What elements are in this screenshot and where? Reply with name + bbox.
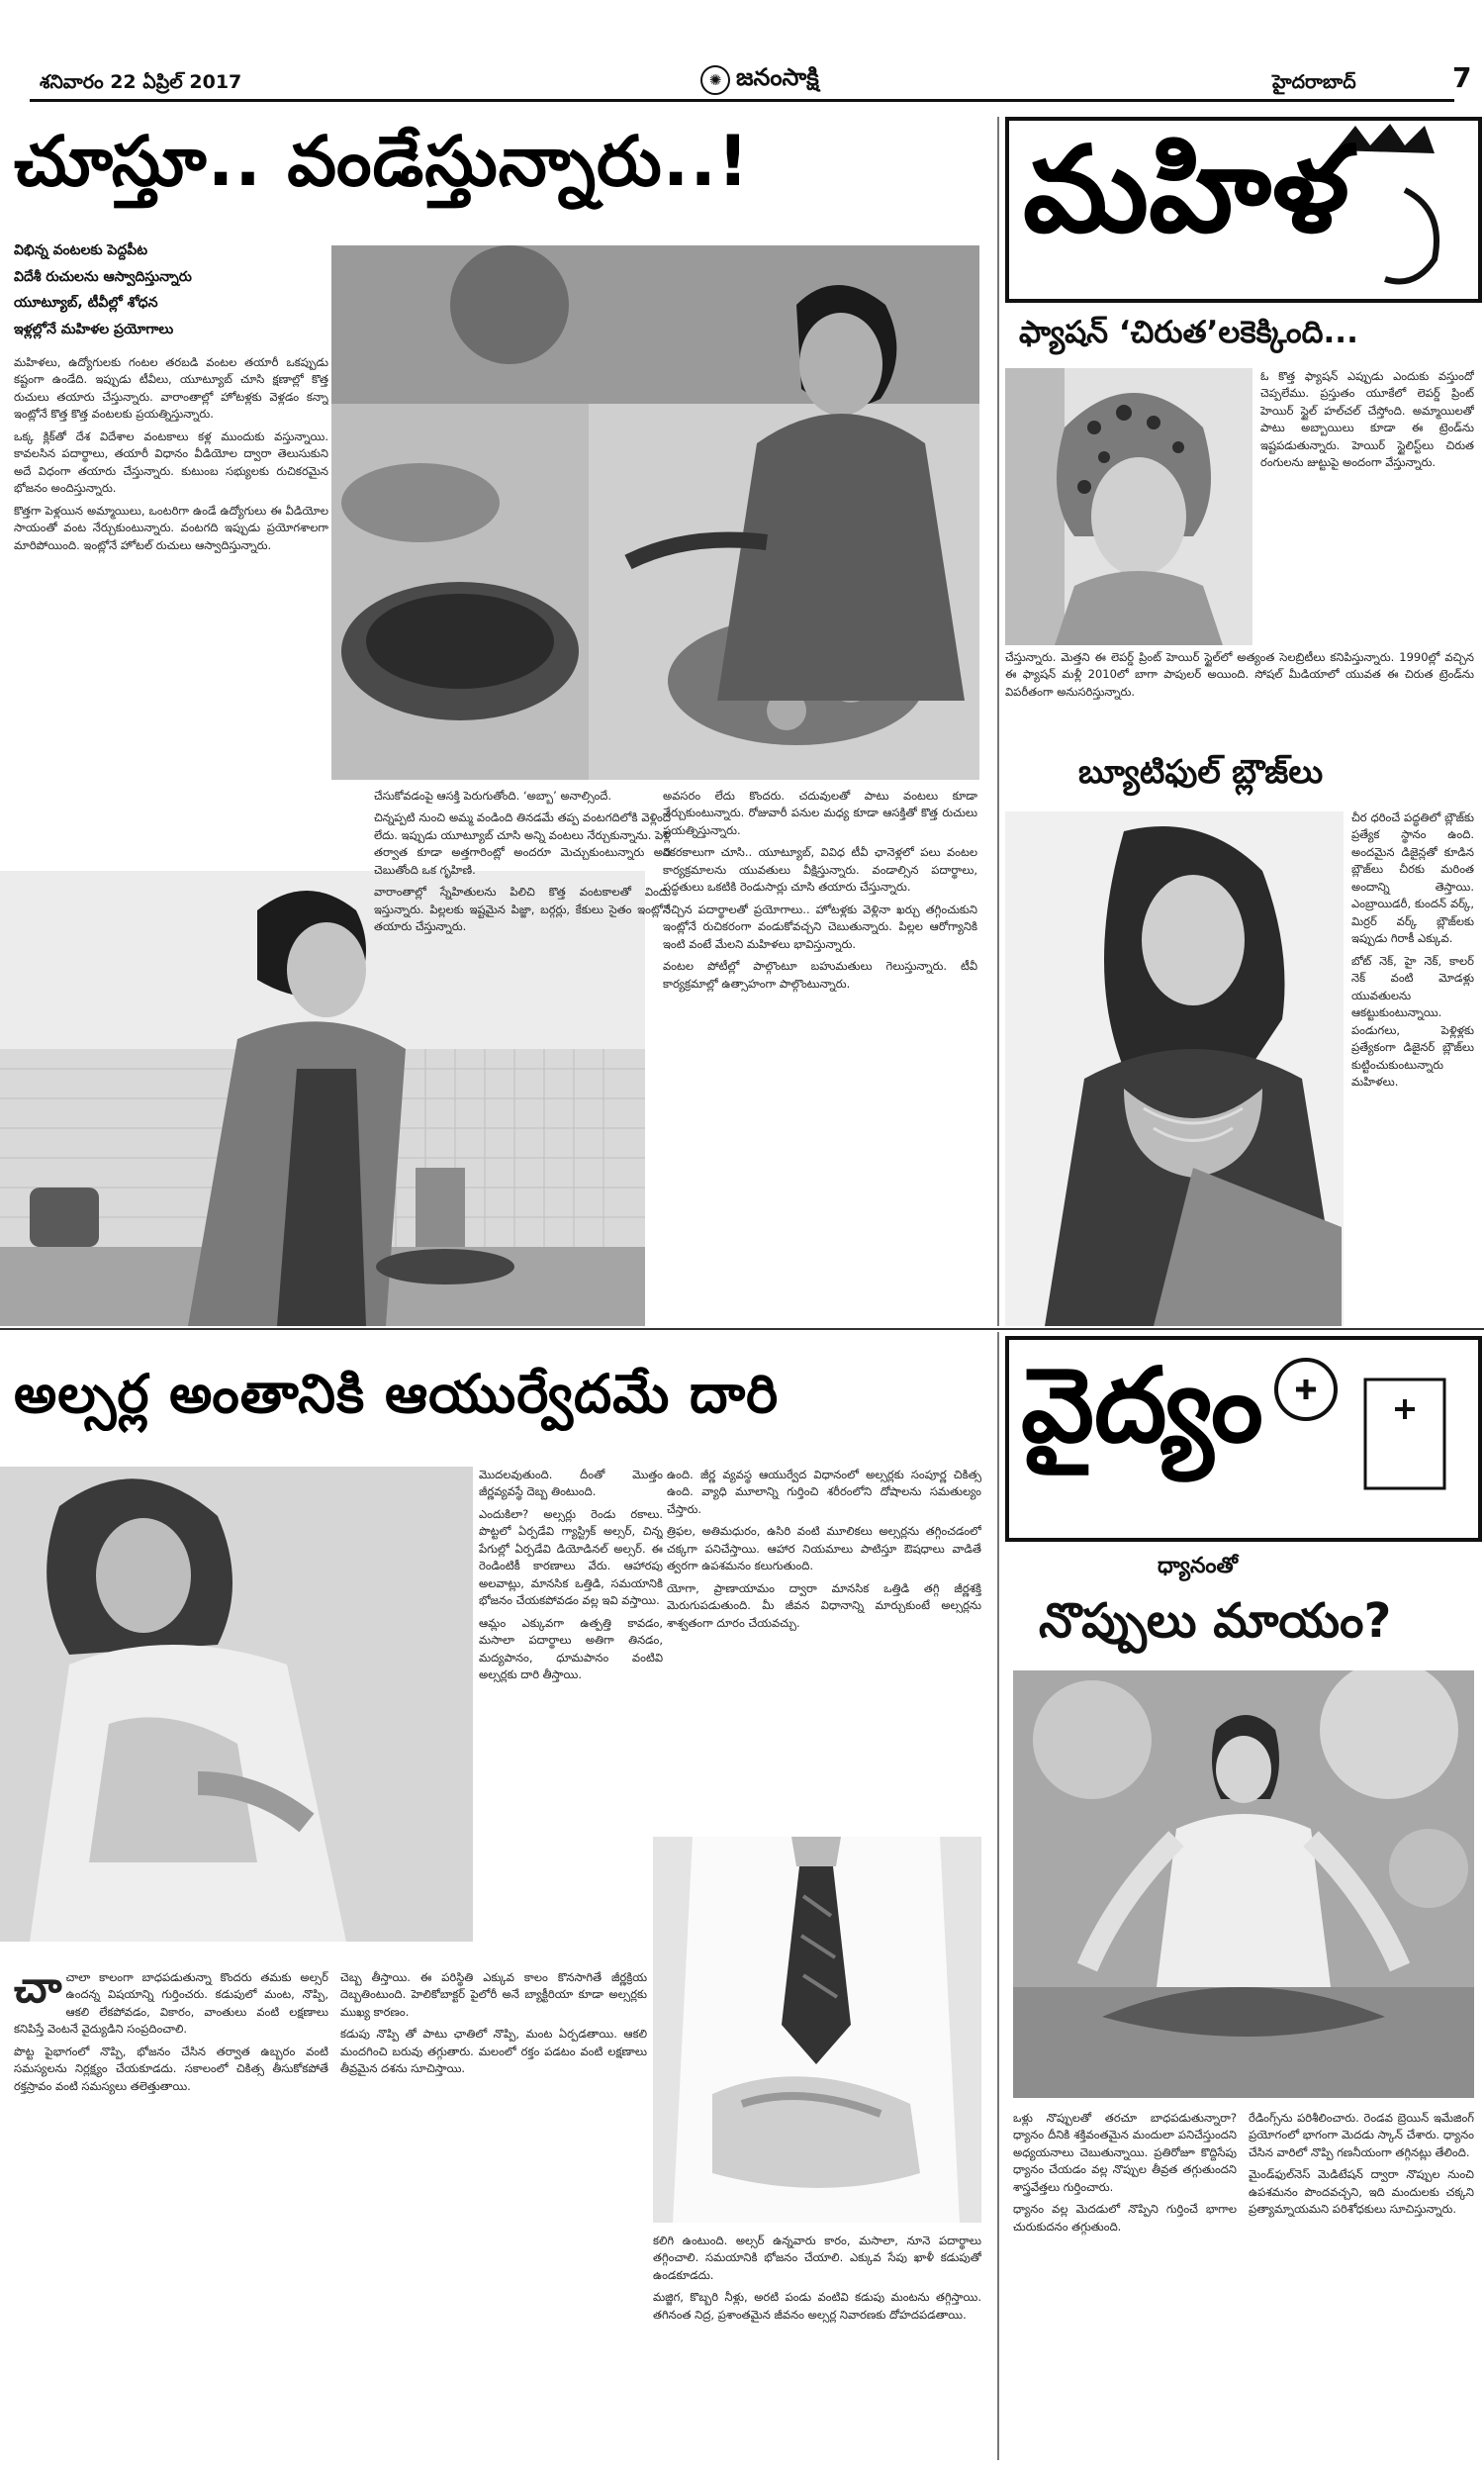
paragraph: ఎందుకిలా? అల్సర్లు రెండు రకాలు. పొట్టలో ఏర్పడేవి గ్యాస్ట్రిక్ అల్సర్, చిన్న పేగుల్లో ఏర్పడేవి డియోడినల్ అల్సర్. ఈ రెండింటికీ కారణాలు వేరు. ఆహారపు అలవాట్లు, మానసిక ఒత్తిడి, సమయానికి భోజనం చేయకపోవడం వల్ల ఇవి వస్తాయి.	[479, 1506, 663, 1608]
paper-logo-icon: ✺	[700, 65, 730, 95]
edition-city: హైదరాబాద్	[1272, 71, 1356, 93]
ayurveda-headline: అల్సర్ల అంతానికి ఆయుర్వేదమే దారి	[14, 1363, 780, 1425]
vaidyam-banner	[1005, 1336, 1482, 1542]
page-number: 7	[1452, 61, 1472, 94]
blouse-headline: బ్యూటిఫుల్ బ్లౌజ్‌లు	[1078, 752, 1324, 791]
ayurveda-bottom-col-2	[340, 1969, 647, 2454]
paragraph: చాలా కాలంగా బాధపడుతున్నా కొందరు తమకు అల్సర్ ఉందన్న విషయాన్ని గుర్తించరు. కడుపులో మంట, నొప్పి, ఆకలి లేకపోవడం, వికారం, వాంతులు వంటి లక్షణాలు కనిపిస్తే వెంటనే వైద్యుడిని సంప్రదించాలి.	[14, 1970, 328, 2037]
ayurveda-bottom-col-1	[14, 1969, 328, 2454]
paragraph: కలిగి ఉంటుంది. అల్సర్ ఉన్నవారు కారం, మసాలా, నూనె పదార్థాలు తగ్గించాలి. సమయానికి భోజనం చేయాలి. ఎక్కువ సేపు ఖాళీ కడుపుతో ఉండకూడదు.	[653, 2234, 981, 2282]
paper-name: జనంసాక్షి	[736, 63, 819, 91]
paragraph: మైండ్‌ఫుల్‌నెస్ మెడిటేషన్ ద్వారా నొప్పుల నుంచి ఉపశమనం పొందవచ్చని, ఇది మందులకు చక్కని ప్రత్యామ్నాయమని పరిశోధకులు సూచిస్తున్నారు.	[1249, 2167, 1474, 2217]
paragraph: చిన్నప్పటి నుంచి అమ్మ వండింది తినడమే తప్ప వంటగదిలోకి వెళ్లిందే లేదు. ఇప్పుడు యూట్యూబ్ చూసి అన్ని వంటలు నేర్చుకున్నాను. పెళ్లి తర్వాత కూడా అత్తగారింట్లో అందరూ మెచ్చుకుంటున్నారు అని చెబుతోంది ఒక గృహిణి.	[374, 810, 671, 877]
cooking-body-col3	[663, 788, 977, 1322]
paragraph: ఒళ్లు నొప్పులతో తరచూ బాధపడుతున్నారా? ధ్యానం దీనికి శక్తివంతమైన మందులా పనిచేస్తుందని అధ్యయనాలు చెబుతున్నాయి. ప్రతిరోజూ కొద్దిసేపు ధ్యానం చేయడం వల్ల నొప్పుల తీవ్రత తగ్గుతుందని శాస్త్రవేత్తలు గుర్తించారు.	[1013, 2111, 1237, 2194]
meditation-body-col-a	[1013, 2110, 1237, 2458]
issue-date: శనివారం 22 ఏప్రిల్ 2017	[40, 71, 242, 93]
meditation-photo-woman	[1013, 1670, 1474, 2098]
section-divider	[0, 1328, 1484, 1330]
drop-cap: చా	[14, 1969, 62, 2013]
paragraph: చేసుకోవడంపై ఆసక్తి పెరుగుతోంది. ‘అబ్బా’ అనాల్సిందే.	[374, 789, 612, 803]
paragraph: మొదలవుతుంది. దీంతో మొత్తం జీర్ణవ్యవస్థే దెబ్బ తింటుంది.	[479, 1468, 663, 1499]
fashion-photo-leopard-hair	[1005, 368, 1252, 645]
kicker-line: విభిన్న వంటలకు పెద్దపీట	[14, 242, 148, 258]
photo-illustration	[331, 245, 979, 780]
mahila-banner-title: మహిళ	[1023, 120, 1349, 259]
cooking-body-col1	[14, 354, 328, 829]
paragraph: రకరకాలుగా చూసి.. యూట్యూబ్, వివిధ టీవీ ఛానెళ్లలో పలు వంటల కార్యక్రమాలను యువతులు వీక్షిస్తున్నారు. వండాల్సిన పదార్థాలు, పద్ధతులు ఒకటికి రెండుసార్లు చూసి తయారు చేస్తున్నారు.	[663, 845, 977, 895]
cooking-kickers	[14, 238, 328, 342]
paragraph: ఉంది. జీర్ణ వ్యవస్థ ఆయుర్వేద విధానంలో అల్సర్లకు సంపూర్ణ చికిత్స ఉంది. వ్యాధి మూలాన్ని గుర్తించి శరీరంలోని దోషాలను సమతుల్యం చేస్తారు.	[667, 1468, 981, 1516]
blouse-photo-model	[1005, 811, 1344, 1326]
column-divider	[997, 117, 999, 1326]
paragraph: నచ్చిన పదార్థాలతో ప్రయోగాలు.. హోటళ్లకు వెళ్లినా ఖర్చు తగ్గించుకుని ఇంట్లోనే రుచికరంగా వండుకోవచ్చని చెబుతున్నారు. పిల్లల ఆరోగ్యానికి ఇంటి వంటే మేలని మహిళలు భావిస్తున్నారు.	[663, 902, 977, 951]
ayurveda-body-col-b	[667, 1467, 981, 1829]
kicker-line: విదేశీ రుచులను ఆస్వాదిస్తున్నారు	[14, 268, 192, 285]
paragraph: కడుపు నొప్పి తో పాటు ఛాతిలో నొప్పి, మంట ఏర్పడతాయి. ఆకలి మందగించి బరువు తగ్గుతారు. మలంలో రక్తం పడటం వంటి లక్షణాలు తీవ్రమైన దశను సూచిస్తాయి.	[340, 2027, 647, 2076]
photo-illustration	[1005, 368, 1252, 645]
paragraph: మజ్జిగ, కొబ్బరి నీళ్లు, అరటి పండు వంటివి కడుపు మంటను తగ్గిస్తాయి. తగినంత నిద్ర, ప్రశాంతమైన జీవనం అల్సర్ల నివారణకు దోహదపడతాయి.	[653, 2290, 981, 2322]
paragraph: రేడింగ్స్‌ను పరిశీలించారు. రెండవ బ్రెయిన్ ఇమేజింగ్ ప్రయోగంలో భాగంగా మెదడు స్కాన్ చేశారు. ధ్యానం చేసిన వారిలో నొప్పి గణనీయంగా తగ్గినట్లు తేలింది.	[1249, 2111, 1474, 2159]
paragraph: చేస్తున్నారు. మెత్తని ఈ లెపర్డ్ ప్రింట్ హెయిర్ స్టైల్‌లో అత్యంత సెలబ్రిటీలు కనిపిస్తున్నారు. 1990ల్లో వచ్చిన ఈ ఫ్యాషన్ మళ్లీ 2010లో బాగా పాపులర్ అయింది. సోషల్ మీడియాలో యువత ఈ చిరుత ట్రెండ్‌ను విపరీతంగా అనుసరిస్తున్నారు.	[1005, 650, 1474, 699]
fashion-body-col	[1260, 368, 1474, 633]
paragraph: యోగా, ప్రాణాయామం ద్వారా మానసిక ఒత్తిడి తగ్గి జీర్ణశక్తి మెరుగుపడుతుంది. మీ జీవన విధానాన్ని మార్చుకుంటే అల్సర్లను శాశ్వతంగా దూరం చేయవచ్చు.	[667, 1580, 981, 1630]
photo-illustration	[0, 1467, 473, 1942]
cooking-body-col2	[374, 788, 671, 1312]
vaidyam-banner-title: వైద్యం	[1021, 1344, 1263, 1466]
paragraph: త్రిఫల, అతిమధురం, ఉసిరి వంటి మూలికలు అల్సర్లను తగ్గించడంలో చక్కగా పనిచేస్తాయి. ఆహార నియమాలు పాటిస్తూ ఔషధాలు వాడితే త్వరగా ఉపశమనం కలుగుతుంది.	[667, 1524, 981, 1573]
masthead	[0, 0, 1484, 99]
paragraph: వంటల పోటీల్లో పాల్గొంటూ బహుమతులు గెలుస్తున్నారు. టీవీ కార్యక్రమాల్లో ఉత్సాహంగా పాల్గొంటున్నారు.	[663, 959, 977, 991]
paragraph: ఒక్క క్లిక్‌తో దేశ విదేశాల వంటకాలు కళ్ల ముందుకు వస్తున్నాయి. కావలసిన పదార్థాలు, తయారీ విధానం వీడియోల ద్వారా తెలుసుకుని అదే విధంగా తయారు చేస్తున్నారు. కుటుంబ సభ్యులకు రుచికరమైన భోజనం అందిస్తున్నారు.	[14, 428, 328, 496]
paragraph: కొత్తగా పెళ్లయిన అమ్మాయిలు, ఒంటరిగా ఉండే ఉద్యోగులు ఈ వీడియోల సాయంతో వంట నేర్చుకుంటున్నారు. వంటగది ఇప్పుడు ప్రయోగశాలగా మారిపోయింది. ఇంట్లోనే హోటల్ రుచులు ఆస్వాదిస్తున్నారు.	[14, 503, 328, 552]
meditation-kicker: ధ్యానంతో	[1158, 1554, 1239, 1578]
photo-illustration	[1013, 1670, 1474, 2098]
cooking-headline: చూస్తూ.. వండేస్తున్నారు..!	[14, 121, 750, 202]
photo-illustration	[1005, 811, 1344, 1326]
fashion-headline: ఫ్యాషన్ ‘చిరుత’లకెక్కింది...	[1019, 315, 1358, 350]
ayurveda-photo-man-stomach	[653, 1837, 981, 2223]
photo-illustration	[653, 1837, 981, 2223]
paragraph: వారాంతాల్లో స్నేహితులను పిలిచి కొత్త వంటకాలతో విందు ఇస్తున్నారు. పిల్లలకు ఇష్టమైన పిజ్జా, బర్గర్లు, కేకులు సైతం ఇంట్లోనే తయారు చేస్తున్నారు.	[374, 885, 671, 934]
meditation-body-col-b	[1249, 2110, 1474, 2458]
mahila-banner	[1005, 117, 1482, 303]
paper-brand	[700, 63, 819, 97]
paragraph: ఓ కొత్త ఫ్యాషన్ ఎప్పుడు ఎందుకు వస్తుందో చెప్పలేము. ప్రస్తుతం యూకేలో లెపర్డ్ ప్రింట్ హెయిర్ స్టైల్ హల్‌చల్ చేస్తోంది. అమ్మాయిలతో పాటు అబ్బాయిలు కూడా ఈ ట్రెండ్‌ను ఇష్టపడుతున్నారు. హెయిర్ స్టైలిస్ట్‌లు చిరుత రంగులను జుట్టుపై అందంగా వేస్తున్నారు.	[1260, 369, 1474, 470]
paragraph: ఆమ్లం ఎక్కువగా ఉత్పత్తి కావడం, మసాలా పదార్థాలు అతిగా తినడం, మద్యపానం, ధూమపానం వంటివి అల్సర్లకు దారి తీస్తాయి.	[479, 1615, 663, 1682]
paragraph: అవసరం లేదు కొందరు. చదువులతో పాటు వంటలు కూడా నేర్చుకుంటున్నారు. రోజువారీ పనుల మధ్య కూడా ఆసక్తితో కొత్త రుచులు ప్రయత్నిస్తున్నారు.	[663, 789, 977, 837]
ayurveda-body-col-a	[479, 1467, 663, 1942]
paragraph: మహిళలు, ఉద్యోగులకు గంటల తరబడి వంటల తయారీ ఒకప్పుడు కష్టంగా ఉండేది. ఇప్పుడు టీవీలు, యూట్యూబ్ చూసి క్షణాల్లో కొత్త రుచులు తయారు చేస్తున్నారు. వారాంతాల్లో హోటళ్లకు వెళ్లడం కన్నా ఇంట్లోనే కొత్త కొత్త వంటలకు ప్రయత్నిస్తున్నారు.	[14, 355, 328, 422]
paragraph: బోట్ నెక్, హై నెక్, కాలర్ నెక్ వంటి మోడళ్లు యువతులను ఆకట్టుకుంటున్నాయి. పండుగలు, పెళ్లిళ్లకు ప్రత్యేకంగా డిజైనర్ బ్లౌజ్‌లు కుట్టించుకుంటున్నారు మహిళలు.	[1351, 953, 1474, 1090]
masthead-rule	[30, 99, 1454, 102]
ayurveda-bottom-col-3	[653, 2233, 981, 2460]
kicker-line: యూట్యూబ్, టీవీల్లో శోధన	[14, 295, 158, 312]
blouse-body-col	[1351, 809, 1474, 1326]
paragraph: పొట్ట పైభాగంలో నొప్పి, భోజనం చేసిన తర్వాత ఉబ్బరం వంటి సమస్యలను నిర్లక్ష్యం చేయకూడదు. సకాలంలో చికిత్స తీసుకోకపోతే రక్తస్రావం వంటి సమస్యలు తలెత్తుతాయి.	[14, 2044, 328, 2093]
cooking-photo-woman-with-pots	[331, 245, 979, 780]
ayurveda-photo-woman-stomach-pain	[0, 1467, 473, 1942]
column-divider	[997, 1332, 999, 2460]
paragraph: చెబ్బ తీస్తాయి. ఈ పరిస్థితి ఎక్కువ కాలం కొనసాగితే జీర్ణక్రియ దెబ్బతింటుంది. హెలికోబాక్టర్ పైలోరీ అనే బ్యాక్టీరియా కూడా అల్సర్లకు ముఖ్య కారణం.	[340, 1970, 647, 2019]
kicker-line: ఇళ్లల్లోనే మహిళల ప్రయోగాలు	[14, 321, 174, 337]
paragraph: ధ్యానం వల్ల మెదడులో నొప్పిని గుర్తించే భాగాల చురుకుదనం తగ్గుతుంది.	[1013, 2202, 1237, 2234]
meditation-headline: నొప్పులు మాయం?	[1039, 1593, 1392, 1649]
paragraph: చీర ధరించే పద్ధతిలో బ్లౌజ్‌కు ప్రత్యేక స్థానం ఉంది. అందమైన డిజైన్లతో కూడిన బ్లౌజ్‌లు చీరకు మరింత అందాన్ని తెస్తాయి. ఎంబ్రాయిడరీ, కుందన్ వర్క్, మిర్రర్ వర్క్ బ్లౌజ్‌లకు ఇప్పుడు గిరాకీ ఎక్కువ.	[1351, 810, 1474, 946]
fashion-body-full	[1005, 649, 1474, 720]
